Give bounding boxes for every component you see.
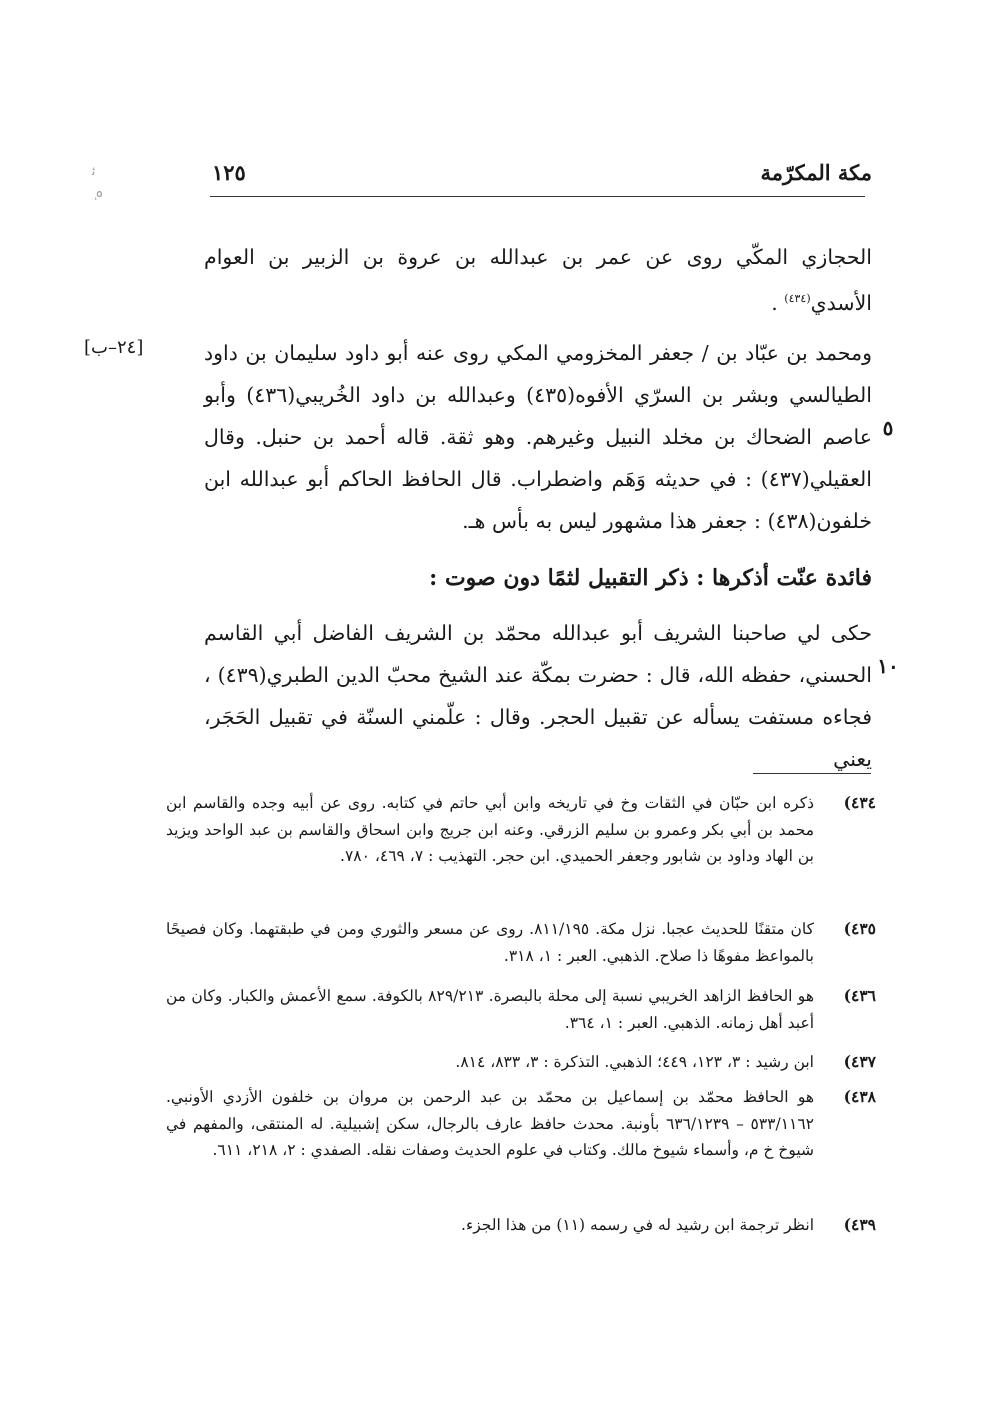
line-number-10: ١٠ [877, 654, 899, 678]
footnote-438 [166, 1084, 876, 1164]
footnote-number: ٤٣٧) [843, 1052, 876, 1071]
footnote-number: ٤٣٥) [843, 919, 876, 938]
footnote-text: ذكره ابن حبّان في الثقات وخ في تاريخه وابن أبي حاتم في كتابه. روى عن أبيه وجده والقاسم ابن محمد بن أبي بكر وعمرو بن سليم الزرقي. وعنه ابن جريج وابن اسحاق والقاسم بن عبد الواحد ويزيد بن الهاد وداود بن شابور وجعفر الحميدي. ابن حجر. التهذيب : ٧، ٤٦٩، ٧٨٠. [166, 794, 814, 865]
footnote-number: ٤٣٨) [843, 1087, 876, 1106]
paragraph-2: ومحمد بن عبّاد بن / جعفر المخزومي المكي روى عنه أبو داود سليمان بن داود الطيالسي وبشر بن السرّي الأفوه(٤٣٥) وعبدالله بن داود الخُريبي(٤٣٦) وأبو عاصم الضحاك بن مخلد النبيل وغيرهم. وهو ثقة. قاله أحمد بن حنبل. وقال العقيلي(٤٣٧) : في حديثه وَهَم واضطراب. قال الحافظ الحاكم أبو عبدالله ابن خلفون(٤٣٨) : جعفر هذا مشهور ليس به بأس هـ. [204, 341, 872, 533]
footnote-number: ٤٣٤) [843, 793, 876, 812]
footnote-number: ٤٣٦) [843, 986, 876, 1005]
section-heading: فائدة عنّت أذكرها : ذكر التقبيل لثمًا دون صوت : [429, 565, 872, 591]
folio-mark: [٢٤–ب] [84, 337, 144, 358]
footnote-text: هو الحافظ الزاهد الخريبي نسبة إلى محلة بالبصرة. ٨٢٩/٢١٣ بالكوفة. سمع الأعمش والكبار. وكان من أعبد أهل زمانه. الذهبي. العبر : ١، ٣٦٤. [166, 987, 814, 1032]
footnote-436 [166, 983, 876, 1036]
paragraph-3: حكى لي صاحبنا الشريف أبو عبدالله محمّد بن الشريف الفاضل أبي القاسم الحسني، حفظه الله، قال : حضرت بمكّة عند الشيخ محبّ الدين الطبري(٤٣٩) ، فجاءه مستفت يسأله عن تقبيل الحجر. وقال : علّمني السنّة في تقبيل الحَجَر، يعني [204, 621, 872, 771]
footnote-439 [166, 1212, 876, 1239]
footnote-ref-434: (٤٣٤) [784, 292, 811, 305]
footnote-434 [166, 790, 876, 870]
footnote-text: كان متقنًا للحديث عجبا. نزل مكة. ٨١١/١٩٥. روى عن مسعر والثوري ومن في طبقتهما. وكان فصيحًا بالمواعظ مفوهًا ذا صلاح. الذهبي. العبر : ١، ٣١٨. [166, 920, 815, 965]
footnote-rule [753, 773, 871, 774]
footnote-437 [166, 1049, 876, 1076]
margin-marks: ﺋ ٖ ٥ [92, 164, 103, 200]
footnote-text: ابن رشيد : ٣، ١٢٣، ٤٤٩؛ الذهبي. التذكرة : ٣، ٨٣٣، ٨١٤. [455, 1053, 814, 1071]
footnote-435 [166, 916, 876, 969]
header-rule [210, 196, 865, 197]
footnote-text: انظر ترجمة ابن رشيد له في رسمه (١١) من هذا الجزء. [461, 1216, 814, 1234]
running-title: مكة المكرّمة [760, 160, 872, 185]
footnote-text: هو الحافظ محمّد بن إسماعيل بن محمّد بن عبد الرحمن بن مروان بن خلفون الأزدي الأونبي. ٥٣٣/١١٦٢ – ٦٣٦/١٢٣٩ بأونبة. محدث حافظ عارف بالرجال، سكن إشبيلية. له المنتقى، والمفهم في شيوخ خ م، وأسماء شيوخ مالك. وكتاب في علوم الحديث وصفات نقله. الصفدي : ٢، ٢١٨، ٦١١. [166, 1088, 814, 1159]
line-number-5: ٥ [882, 416, 894, 440]
paragraph-1-text: الحجازي المكّي روى عن عمر بن عبدالله بن عروة بن الزبير بن العوام الأسدي [204, 245, 872, 315]
footnote-number: ٤٣٩) [843, 1215, 876, 1234]
paragraph-1: الحجازي المكّي روى عن عمر بن عبدالله بن عروة بن الزبير بن العوام الأسدي$^{(٤٣٤)}$ . [204, 245, 872, 315]
page-number: ١٢٥ [212, 160, 246, 185]
